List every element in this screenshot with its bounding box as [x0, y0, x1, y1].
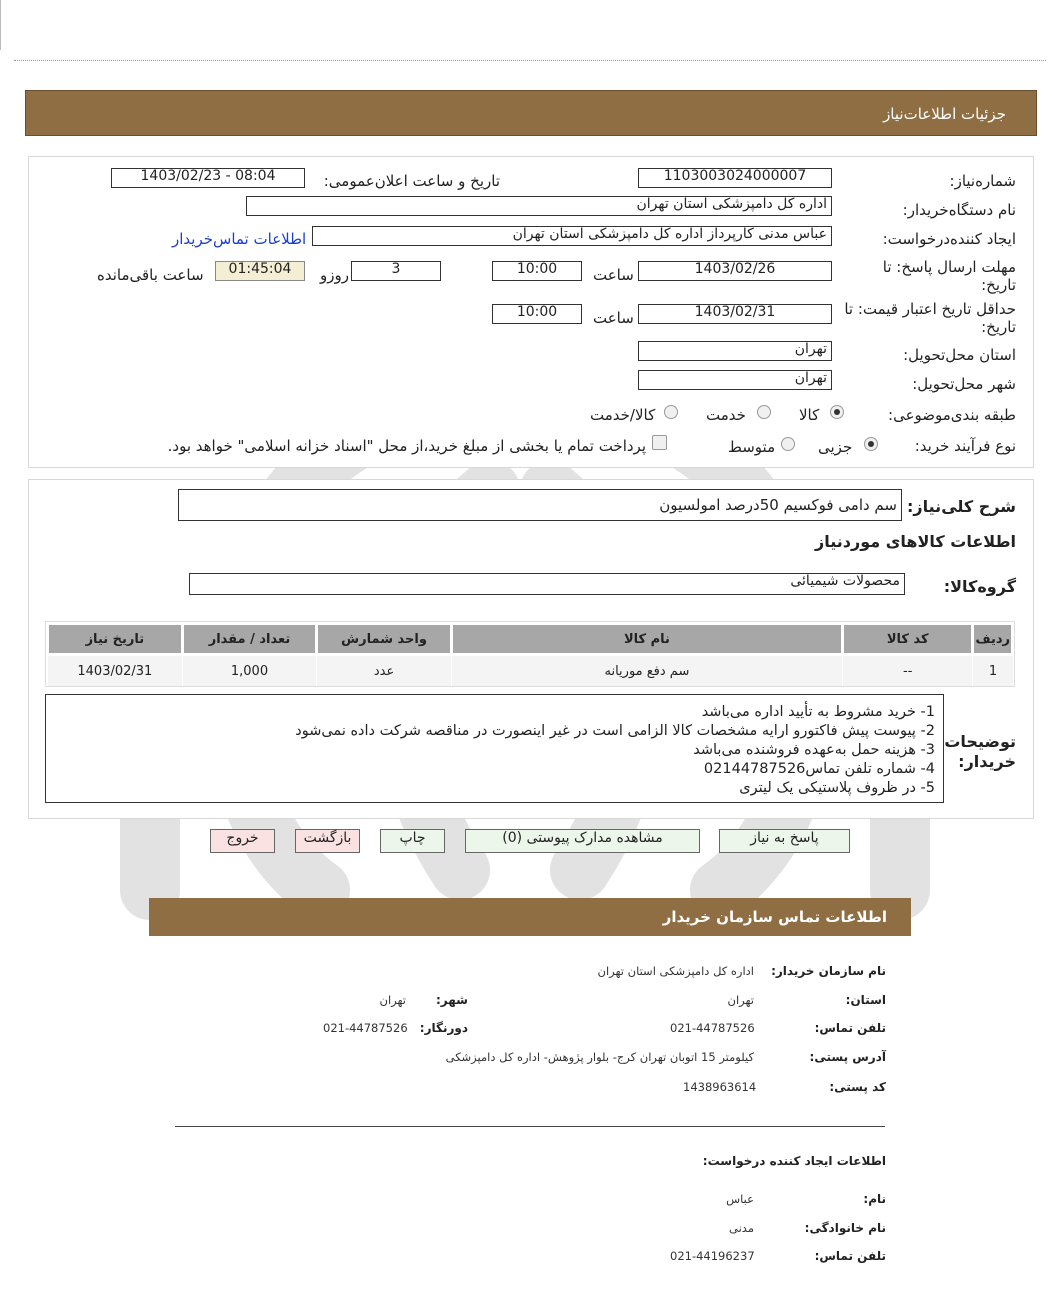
note-line: 4- شماره تلفن تماس02144787526	[703, 761, 935, 777]
category-radio-service[interactable]	[757, 405, 771, 419]
city-contact-label: شهر:	[436, 993, 468, 1007]
phone-value: 021-44787526	[670, 1021, 755, 1035]
process-option-medium: متوسط	[728, 438, 776, 456]
col-qty: تعداد / مقدار	[182, 624, 317, 655]
remaining-timer: 01:45:04	[215, 261, 305, 281]
category-option-goods: کالا	[799, 406, 820, 424]
category-label: طبقه بندی‌موضوعی:	[888, 406, 1016, 424]
group-field: محصولات شیمیائی	[189, 573, 905, 595]
deadline-time-label: ساعت	[593, 266, 634, 284]
cell-qty: 1,000	[182, 655, 317, 687]
need-number-field: 1103003024000007	[638, 168, 832, 188]
process-radio-medium[interactable]	[781, 437, 795, 451]
notes-label: توضیحات خریدار:	[944, 732, 1016, 771]
creator-phone-value: 021-44196237	[670, 1249, 755, 1263]
table-row	[48, 655, 1013, 687]
dotted-separator	[14, 60, 1046, 61]
col-unit: واحد شمارش	[317, 624, 452, 655]
page-title: جزئیات اطلاعات‌نیاز	[883, 105, 1006, 123]
remaining-label: ساعت باقی‌مانده	[97, 266, 204, 284]
buyer-contact-link[interactable]: اطلاعات تماس‌خریدار	[172, 230, 307, 248]
validity-time-field: 10:00	[492, 304, 582, 324]
items-table-wrap	[45, 621, 1015, 687]
buyer-org-label: نام دستگاه‌خریدار:	[902, 201, 1016, 219]
reply-button[interactable]: پاسخ به نیاز	[719, 829, 850, 853]
creator-phone-label: تلفن تماس:	[814, 1249, 886, 1263]
cell-name: سم دفع موریانه	[451, 655, 842, 687]
contact-header	[149, 898, 911, 936]
treasury-checkbox[interactable]	[652, 435, 667, 450]
deadline-days-label: روزو	[320, 266, 349, 284]
notes-box	[45, 694, 944, 803]
announce-field: 1403/02/23 - 08:04	[111, 168, 305, 188]
cell-date: 1403/02/31	[48, 655, 183, 687]
fax-label: دورنگار:	[419, 1021, 468, 1035]
city-label: شهر محل‌تحویل:	[912, 375, 1016, 393]
org-value: اداره کل دامپزشکی استان تهران	[597, 964, 754, 978]
city-field: تهران	[638, 370, 832, 390]
category-option-service: خدمت	[706, 406, 746, 424]
creator-family-label: نام خانوادگی:	[804, 1221, 886, 1235]
back-button[interactable]: بازگشت	[295, 829, 360, 853]
province-label: استان محل‌تحویل:	[903, 346, 1016, 364]
exit-button[interactable]: خروج	[210, 829, 275, 853]
province-field: تهران	[638, 341, 832, 361]
province-contact-value: تهران	[727, 993, 754, 1007]
deadline-time-field: 10:00	[492, 261, 582, 281]
process-label: نوع فرآیند خرید:	[914, 437, 1016, 455]
summary-field: سم دامی فوکسیم 50درصد امولسیون	[178, 489, 902, 521]
items-table-header	[48, 624, 1013, 655]
creator-name-value: عباس	[726, 1192, 754, 1206]
process-radio-minor[interactable]	[864, 437, 878, 451]
creator-heading: اطلاعات ایجاد کننده درخواست:	[702, 1154, 886, 1168]
group-label: گروه‌کالا:	[943, 577, 1016, 596]
note-line: 5- در ظروف پلاستیکی یک لیتری	[739, 780, 935, 796]
org-label: نام سازمان خریدار:	[771, 964, 886, 978]
deadline-label: مهلت ارسال پاسخ: تا تاریخ:	[882, 258, 1016, 294]
province-contact-label: استان:	[845, 993, 886, 1007]
note-line: 3- هزینه حمل به‌عهده فروشنده می‌باشد	[693, 742, 935, 758]
deadline-days-field: 3	[351, 261, 441, 281]
col-row: ردیف	[973, 624, 1013, 655]
cell-row: 1	[973, 655, 1013, 687]
page-header	[25, 90, 1037, 136]
validity-label: حداقل تاریخ اعتبار قیمت: تا تاریخ:	[844, 300, 1016, 336]
deadline-date-field: 1403/02/26	[638, 261, 832, 281]
phone-label: تلفن تماس:	[814, 1021, 886, 1035]
cell-code: --	[843, 655, 973, 687]
city-contact-value: تهران	[379, 993, 406, 1007]
category-option-both: کالا/خدمت	[590, 406, 656, 424]
contact-title: اطلاعات تماس سازمان خریدار	[662, 908, 887, 926]
attachments-button[interactable]: مشاهده مدارک پیوستی (0)	[465, 829, 700, 853]
items-table	[46, 622, 1014, 686]
address-value: کیلومتر 15 اتوبان تهران کرج- بلوار پژوهش- اداره کل دامپزشکی	[445, 1050, 754, 1064]
postal-value: 1438963614	[683, 1080, 757, 1094]
validity-date-field: 1403/02/31	[638, 304, 832, 324]
validity-time-label: ساعت	[593, 309, 634, 327]
need-number-label: شماره‌نیاز:	[949, 172, 1016, 190]
buyer-org-field: اداره کل دامپزشکی استان تهران	[246, 196, 832, 216]
col-code: کد کالا	[843, 624, 973, 655]
note-line: 1- خرید مشروط به تأیید اداره می‌باشد	[701, 704, 935, 720]
cell-unit: عدد	[317, 655, 452, 687]
print-button[interactable]: چاپ	[380, 829, 445, 853]
category-radio-both[interactable]	[664, 405, 678, 419]
fax-value: 021-44787526	[323, 1021, 408, 1035]
announce-label: تاریخ و ساعت اعلان‌عمومی:	[323, 172, 500, 190]
address-label: آدرس پستی:	[809, 1050, 886, 1064]
creator-field: عباس مدنی کارپرداز اداره کل دامپزشکی استان تهران	[312, 226, 832, 246]
creator-label: ایجاد کننده‌درخواست:	[882, 230, 1016, 248]
items-heading: اطلاعات کالاهای موردنیاز	[815, 532, 1016, 551]
col-name: نام کالا	[451, 624, 842, 655]
summary-label: شرح کلی‌نیاز:	[907, 497, 1016, 516]
treasury-note: پرداخت تمام یا بخشی از مبلغ خرید،از محل "اسناد خزانه اسلامی" خواهد بود.	[167, 437, 646, 455]
creator-name-label: نام:	[863, 1192, 886, 1206]
left-border-line	[0, 0, 1, 50]
creator-family-value: مدنی	[729, 1221, 754, 1235]
process-option-minor: جزیی	[818, 438, 853, 456]
postal-label: کد پستی:	[829, 1080, 886, 1094]
contact-divider	[175, 1126, 885, 1127]
col-date: تاریخ نیاز	[48, 624, 183, 655]
note-line: 2- پیوست پیش فاکتورو ارایه مشخصات کالا الزامی است در غیر اینصورت در مناقصه شرکت داده نمی‌شود	[295, 723, 935, 739]
category-radio-goods[interactable]	[830, 405, 844, 419]
